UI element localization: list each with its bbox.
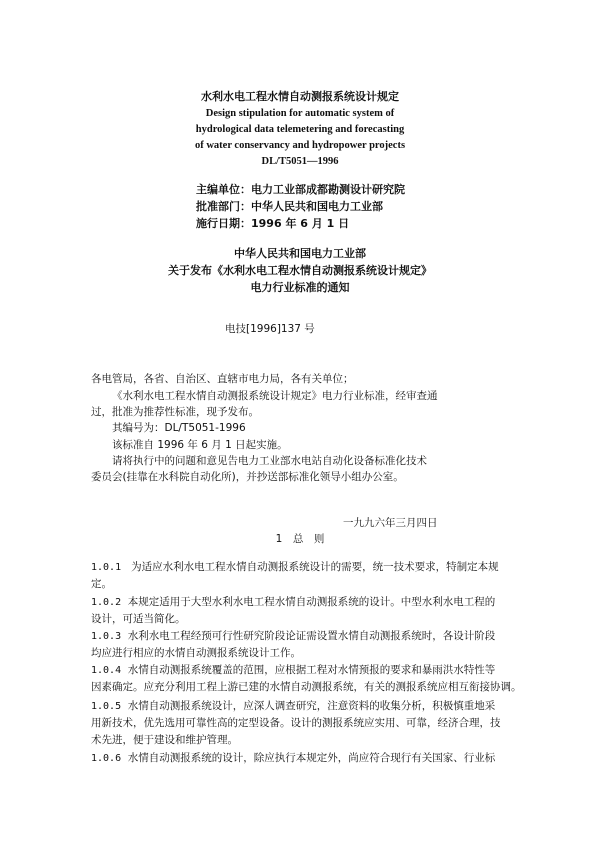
clause-text: 定。 xyxy=(91,578,112,590)
letter-body-line-2: 过，批准为推荐性标准，现予发布。 xyxy=(91,406,259,418)
title-english-line-3: of water conservancy and hydropower projects xyxy=(194,140,406,151)
clause-1-0-4 xyxy=(91,662,522,696)
clause-1-0-3 xyxy=(91,628,511,662)
clause-number: 1.0.3 xyxy=(91,631,122,642)
clause-1-0-2 xyxy=(91,594,511,628)
feedback-line-2: 委员会(挂靠在水科院自动化所)，并抄送部标准化领导小组办公室。 xyxy=(91,471,404,483)
standard-code: DL/T5051—1996 xyxy=(261,156,339,167)
clause-text: 水利水电工程经预可行性研究阶段论证需设置水情自动测报系统时，各设计阶段 xyxy=(127,630,496,642)
clause-number: 1.0.6 xyxy=(91,753,122,764)
title-english-line-2: hydrological data telemetering and forecasting xyxy=(195,124,405,135)
clause-text: 水情自动测报系统的设计，除应执行本规定外，尚应符合现行有关国家、行业标 xyxy=(127,752,496,764)
editor-unit: 主编单位：电力工业部成都勘测设计研究院 xyxy=(196,183,405,196)
clause-number: 1.0.4 xyxy=(91,665,122,676)
letter-body-line-1: 《水利水电工程水情自动测报系统设计规定》电力行业标准，经审查通 xyxy=(112,390,438,402)
notice-issuer: 中华人民共和国电力工业部 xyxy=(234,247,366,260)
approving-department: 批准部门：中华人民共和国电力工业部 xyxy=(196,200,383,213)
clause-text: 设计，可适当简化。 xyxy=(91,613,186,625)
standard-number-line: 其编号为：DL/T5051-1996 xyxy=(112,422,246,434)
document-number: 电技[1996]137 号 xyxy=(225,323,315,335)
clause-text: 本规定适用于大型水利水电工程水情自动测报系统的设计。中型水利水电工程的 xyxy=(127,596,496,608)
clause-text: 术先进，便于建设和维护管理。 xyxy=(91,734,238,746)
clause-text: 为适应水利水电工程水情自动测报系统设计的需要，统一技术要求，特制定本规 xyxy=(131,561,499,573)
clause-number: 1.0.1 xyxy=(91,562,122,573)
clause-number: 1.0.2 xyxy=(91,597,122,608)
title-chinese: 水利水电工程水情自动测报系统设计规定 xyxy=(201,90,399,103)
clause-text: 均应进行相应的水情自动测报系统设计工作。 xyxy=(91,647,301,659)
clause-number: 1.0.5 xyxy=(91,701,122,712)
clause-text: 水情自动测报系统设计，应深人调查研究，注意资料的收集分析，积极慎重地采 xyxy=(127,700,496,712)
effective-date: 施行日期：1996 年 6 月 1 日 xyxy=(196,217,350,230)
clause-text: 水情自动测报系统覆盖的范围，应根据工程对水情预报的要求和暴雨洪水特性等 xyxy=(127,664,496,676)
clause-1-0-1 xyxy=(91,559,511,593)
notice-subject-continued: 电力行业标准的通知 xyxy=(250,281,350,294)
addressees: 各电管局，各省、自治区、直辖市电力局，各有关单位； xyxy=(91,373,354,385)
title-english-line-1: Design stipulation for automatic system of xyxy=(205,108,395,119)
clause-1-0-6 xyxy=(91,750,511,767)
clause-text: 用新技术，优先选用可靠性高的定型设备。设计的测报系统应实用、可靠，经济合理，技 xyxy=(91,717,501,729)
clause-1-0-5 xyxy=(91,698,511,749)
clause-text: 因素确定。应充分利用工程上游已建的水情自动测报系统，有关的测报系统应相互衔接协调。 xyxy=(91,681,522,693)
issue-date: 一九九六年三月四日 xyxy=(343,517,438,529)
chapter-heading: 1 总 则 xyxy=(275,533,325,545)
effective-line: 该标准自 1996 年 6 月 1 日起实施。 xyxy=(112,439,288,451)
feedback-line-1: 请将执行中的问题和意见告电力工业部水电站自动化设备标准化技术 xyxy=(112,455,427,467)
notice-subject: 关于发布《水利水电工程水情自动测报系统设计规定》 xyxy=(168,264,432,277)
